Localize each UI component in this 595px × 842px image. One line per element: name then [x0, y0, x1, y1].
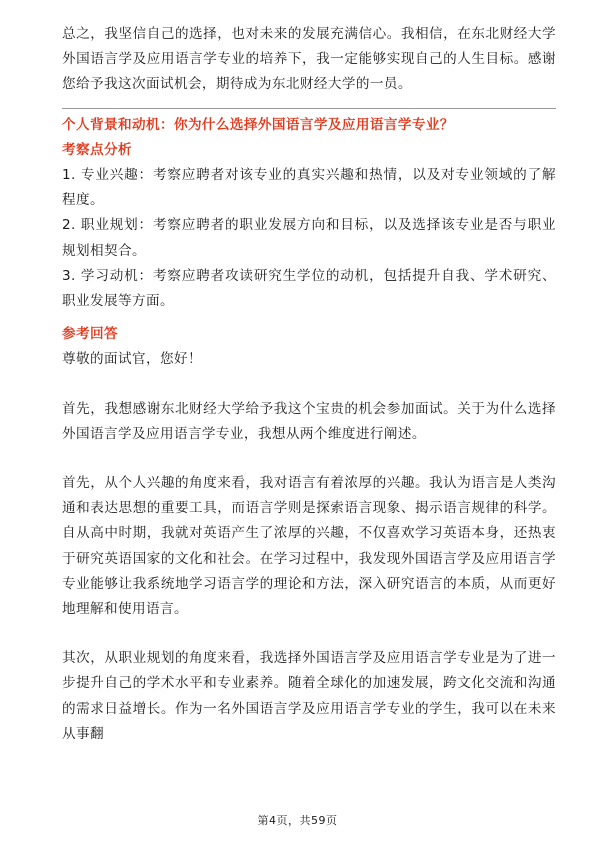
greeting-line: 尊敬的面试官，您好！ — [62, 351, 202, 368]
closing-paragraph: 总之，我坚信自己的选择，也对未来的发展充满信心。我相信，在东北财经大学外国语言学及应用语言学专业的培养下，我一定能够实现自己的人生目标。感谢您给予我这次面试机会，期待成为东北财经大学的一员。 — [62, 26, 556, 93]
page-content — [62, 22, 556, 747]
answer-paragraph: 首先，从个人兴趣的角度来看，我对语言有着浓厚的兴趣。我认为语言是人类沟通和表达思想的重要工具，而语言学则是探索语言现象、揭示语言规律的科学。自从高中时期，我就对英语产生了浓厚的兴趣，不仅喜欢学习英语本身，还热衷于研究英语国家的文化和社会。在学习过程中，我发现外国语言学及应用语言学专业能够让我系统地学习语言学的理论和方法，深入研究语言的本质，从而更好地理解和使用语言。 — [62, 475, 556, 618]
answer-paragraph: 其次，从职业规划的角度来看，我选择外国语言学及应用语言学专业是为了进一步提升自己的学术水平和专业素养。随着全球化的加速发展，跨文化交流和沟通的需求日益增长。作为一名外国语言学及应用语言学专业的学生，我可以在未来从事翻 — [62, 650, 556, 742]
analysis-point: 2. 职业规划：考察应聘者的职业发展方向和目标，以及选择该专业是否与职业规划相契合。 — [62, 217, 556, 259]
spacer — [62, 622, 556, 646]
spacer — [62, 447, 556, 471]
answer-heading: 参考回答 — [62, 326, 118, 343]
spacer — [62, 373, 556, 397]
page-number: 第4页，共59页 — [257, 814, 338, 827]
question-title: 个人背景和动机：你为什么选择外国语言学及应用语言学专业？ — [62, 116, 454, 133]
analysis-point: 3. 学习动机：考察应聘者攻读研究生学位的动机，包括提升自我、学术研究、职业发展等方面。 — [62, 267, 556, 310]
spacer — [62, 314, 556, 322]
answer-paragraph: 首先，我想感谢东北财经大学给予我这个宝贵的机会参加面试。关于为什么选择外国语言学及应用语言学专业，我想从两个维度进行阐述。 — [62, 400, 556, 442]
analysis-point: 1. 专业兴趣：考察应聘者对该专业的真实兴趣和热情，以及对专业领域的了解程度。 — [62, 167, 556, 209]
analysis-heading: 考察点分析 — [62, 141, 132, 158]
section-divider — [62, 108, 556, 109]
